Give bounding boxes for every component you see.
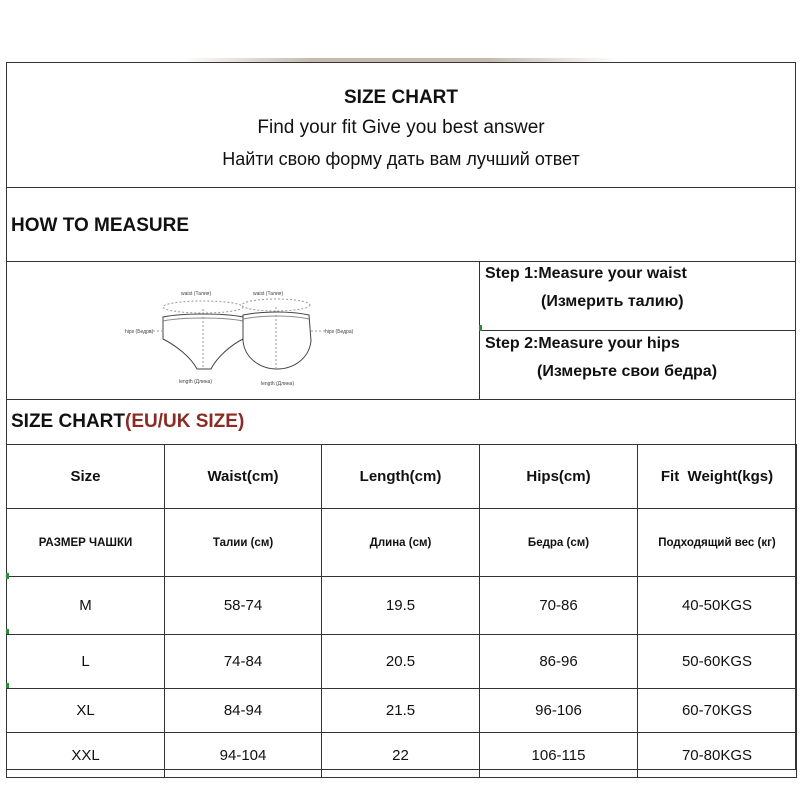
top-background — [0, 0, 800, 64]
hips-cell: 96-106 — [480, 689, 638, 733]
step-1-russian: (Измерить талию) — [541, 293, 684, 310]
weight-cell: 50-60KGS — [638, 635, 797, 689]
table-row — [7, 635, 797, 689]
hips-cell: 86-96 — [480, 635, 638, 689]
column-header-russian: РАЗМЕР ЧАШКИ — [7, 509, 165, 577]
measure-section — [7, 261, 795, 399]
brief-back-icon — [242, 299, 325, 371]
waist-cell: 58-74 — [165, 577, 322, 635]
column-header: Length(cm) — [322, 445, 480, 509]
length-cell: 20.5 — [322, 635, 480, 689]
length-cell: 19.5 — [322, 577, 480, 635]
length-cell: 21.5 — [322, 689, 480, 733]
table-header-row-russian — [7, 509, 797, 577]
size-cell: M — [7, 577, 165, 635]
how-to-measure-heading: HOW TO MEASURE — [11, 215, 190, 236]
waist-cell: 74-84 — [165, 635, 322, 689]
step-1-english: Step 1:Measure your waist — [485, 265, 687, 282]
subtitle-english: Find your fit Give you best answer — [257, 117, 545, 138]
size-chart-heading-accent: (EU/UK SIZE) — [125, 411, 245, 432]
waist-label: waist (Талия) — [253, 291, 284, 297]
size-cell: XL — [7, 689, 165, 733]
size-cell: L — [7, 635, 165, 689]
cell-marker — [6, 629, 9, 634]
step-2-russian: (Измерьте свои бедра) — [537, 363, 718, 380]
size-chart-heading — [11, 411, 244, 433]
hips-cell: 106-115 — [480, 733, 638, 778]
length-label: length (Длина) — [179, 379, 212, 385]
column-header: Waist(cm) — [165, 445, 322, 509]
cell-marker — [6, 573, 9, 579]
hips-label: hips (Бедра) — [325, 329, 354, 335]
column-header-russian: Талии (см) — [165, 509, 322, 577]
weight-cell: 40-50KGS — [638, 577, 797, 635]
size-chart-heading-text: SIZE CHART — [11, 411, 125, 432]
table-row — [7, 733, 797, 778]
divider — [479, 330, 795, 331]
column-header-russian: Длина (см) — [322, 509, 480, 577]
chart-title: SIZE CHART — [344, 87, 458, 108]
column-header: Size — [7, 445, 165, 509]
hips-cell: 70-86 — [480, 577, 638, 635]
waist-cell: 94-104 — [165, 733, 322, 778]
table-header-row — [7, 445, 797, 509]
length-label: length (Длина) — [261, 381, 294, 387]
measurement-diagram — [113, 281, 363, 391]
cell-marker — [479, 325, 482, 331]
size-table — [6, 444, 797, 778]
cell-marker — [6, 683, 9, 688]
how-to-measure-section — [7, 187, 795, 261]
title-block — [7, 63, 795, 187]
table-row — [7, 577, 797, 635]
subtitle-russian: Найти свою форму дать вам лучший ответ — [222, 149, 580, 169]
hips-label: hips (Бедра) — [125, 329, 154, 335]
size-cell: XXL — [7, 733, 165, 778]
weight-cell: 70-80KGS — [638, 733, 797, 778]
size-chart-sheet — [6, 62, 796, 770]
brief-front-icon — [149, 301, 243, 369]
table-row — [7, 689, 797, 733]
size-chart-section-header — [7, 399, 795, 444]
column-header: Fit Weight(kgs) — [638, 445, 797, 509]
column-header: Hips(cm) — [480, 445, 638, 509]
step-2-english: Step 2:Measure your hips — [485, 335, 680, 352]
waist-label: waist (Талия) — [181, 291, 212, 297]
column-header-russian: Подходящий вес (кг) — [638, 509, 797, 577]
weight-cell: 60-70KGS — [638, 689, 797, 733]
length-cell: 22 — [322, 733, 480, 778]
waist-cell: 84-94 — [165, 689, 322, 733]
column-header-russian: Бедра (см) — [480, 509, 638, 577]
